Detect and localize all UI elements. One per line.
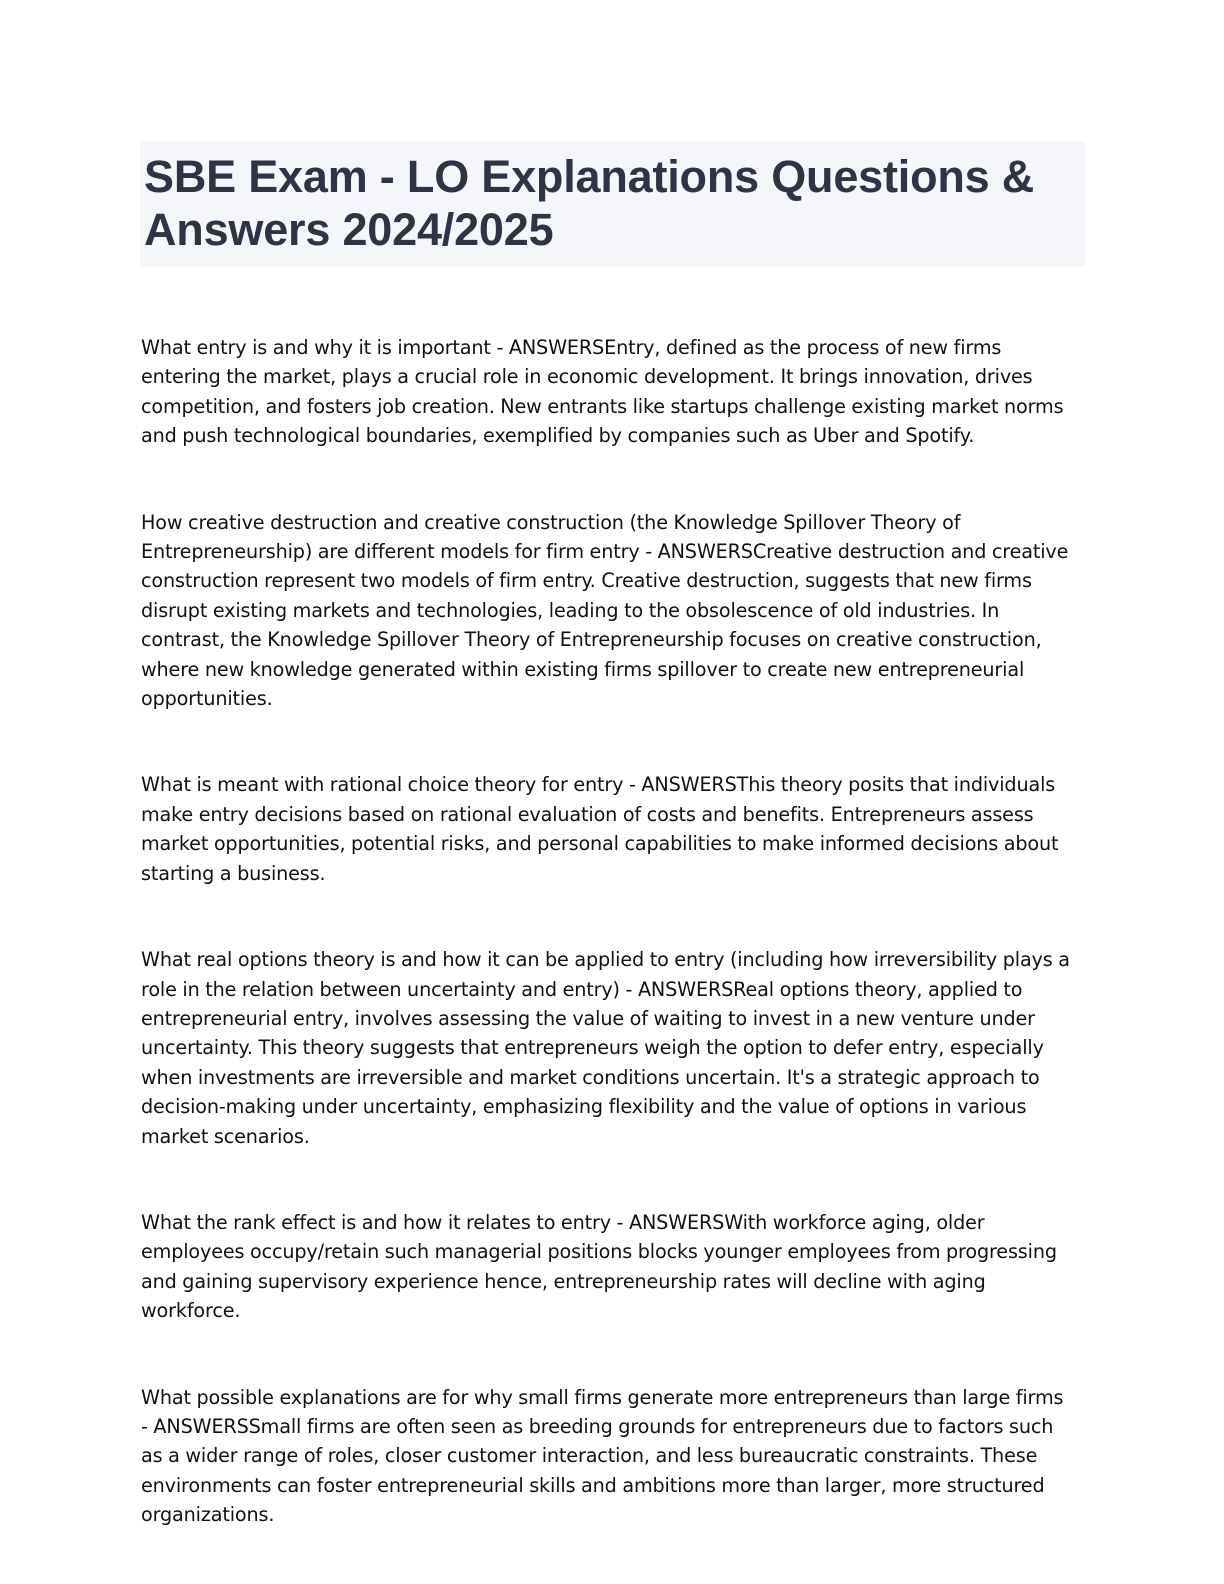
page-title: SBE Exam - LO Explanations Questions & Answers 2024/2025: [144, 151, 1035, 256]
qa-paragraph-rank-effect: What the rank effect is and how it relates to entry - ANSWERSWith workforce aging, older employees occupy/retain such managerial positions blocks younger employees from progressing and gaining supervisory experience hence, entrepreneurship rates will decline with aging workforce.: [141, 1210, 1057, 1323]
document-title-band: [140, 142, 1085, 266]
qa-paragraph-rational-choice-theory: What is meant with rational choice theory for entry - ANSWERSThis theory posits that individuals make entry decisions based on rational evaluation of costs and benefits. Entrepreneurs assess market opportunities, potential risks, and personal capabilities to make informed decisions about starting a business.: [141, 773, 1059, 885]
qa-paragraph-real-options-theory: What real options theory is and how it can be applied to entry (including how irreversibility plays a role in the relation between uncertainty and entry) - ANSWERSReal options theory, applied to entrepreneurial entry, involves assessing the value of waiting to invest in a new venture under uncertainty. This theory suggests that entrepreneurs weigh the option to defer entry, especially when investments are irreversible and market conditions uncertain. It's a strategic approach to decision-making under uncertainty, emphasizing flexibility and the value of options in various market scenarios.: [141, 948, 1070, 1148]
document-body: [141, 333, 1071, 1530]
qa-paragraph-creative-destruction-construction: How creative destruction and creative construction (the Knowledge Spillover Theory of Entrepreneurship) are different models for firm entry - ANSWERSCreative destruction and creative construction represent two models of firm entry. Creative destruction, suggests that new firms disrupt existing markets and technologies, leading to the obsolescence of old industries. In contrast, the Knowledge Spillover Theory of Entrepreneurship focuses on creative construction, where new knowledge generated within existing firms spillover to create new entrepreneurial opportunities.: [141, 510, 1069, 711]
qa-paragraph-small-firms-entrepreneurs: What possible explanations are for why small firms generate more entrepreneurs than large firms - ANSWERSSmall firms are often seen as breeding grounds for entrepreneurs due to factors such as a wider range of roles, closer customer interaction, and less bureaucratic constraints. These environments can foster entrepreneurial skills and ambitions more than larger, more structured organizations.: [141, 1385, 1064, 1527]
qa-paragraph-entry-importance: What entry is and why it is important - ANSWERSEntry, defined as the process of new firms entering the market, plays a crucial role in economic development. It brings innovation, drives competition, and fosters job creation. New entrants like startups challenge existing market norms and push technological boundaries, exemplified by companies such as Uber and Spotify.: [141, 336, 1064, 448]
